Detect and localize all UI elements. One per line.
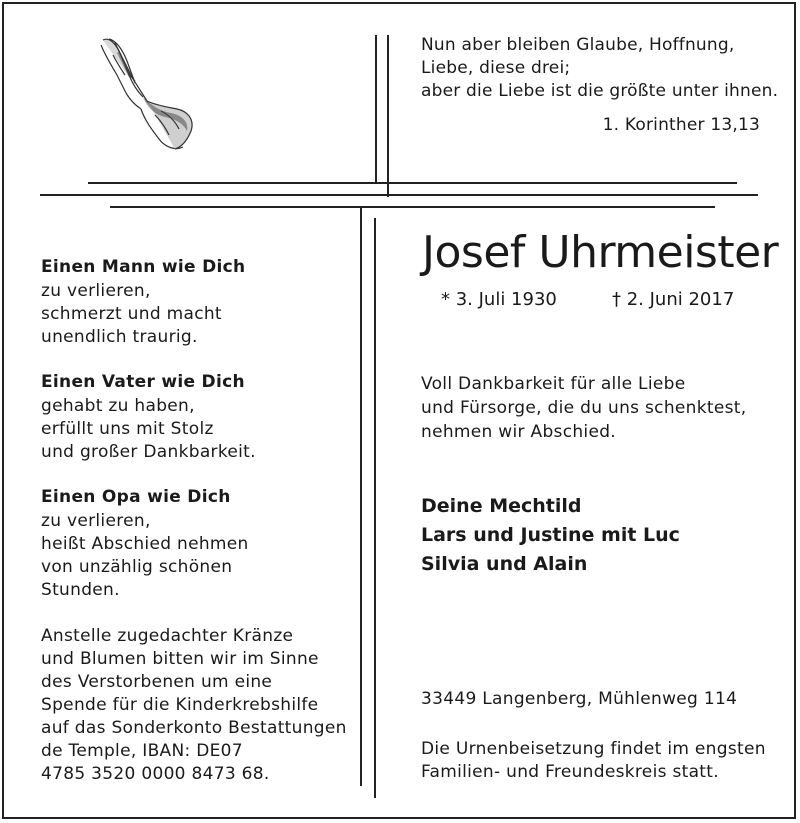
cross-vertical-lower-left	[360, 206, 362, 786]
stanza3-heading: Einen Opa wie Dich	[41, 487, 231, 507]
cross-vertical-lower-right	[374, 218, 376, 798]
donation-line-4: Spende für die Kinderkrebshilfe	[41, 695, 319, 715]
cross-vertical-right	[387, 35, 389, 197]
donation-line-6: de Temple, IBAN: DE07	[41, 741, 243, 761]
donation-line-5: auf das Sonderkonto Bestattungen	[41, 718, 347, 738]
stanza3-line-1: zu verlieren,	[41, 511, 151, 531]
donation-line-3: des Verstorbenen um eine	[41, 672, 273, 692]
cross-vertical-left	[375, 35, 377, 183]
thanks-line-1: Voll Dankbarkeit für alle Liebe	[421, 374, 686, 394]
family-line-3: Silvia und Alain	[421, 553, 588, 575]
address: 33449 Langenberg, Mühlenweg 114	[421, 689, 738, 709]
thanks-line-3: nehmen wir Abschied.	[421, 422, 617, 442]
thanks-line-2: und Fürsorge, die du uns schenktest,	[421, 398, 747, 418]
stanza3-line-3: von unzählig schönen	[41, 557, 233, 577]
stanza2-line-1: gehabt zu haben,	[41, 396, 195, 416]
donation-line-1: Anstelle zugedachter Kränze	[41, 626, 294, 646]
family-line-2: Lars und Justine mit Luc	[421, 524, 680, 546]
cross-horizontal-middle	[40, 194, 758, 196]
family-line-1: Deine Mechtild	[421, 495, 582, 517]
death-date: † 2. Juni 2017	[612, 289, 735, 310]
stanza2-line-3: und großer Dankbarkeit.	[41, 442, 256, 462]
birth-date: * 3. Juli 1930	[441, 289, 557, 310]
verse-line-3: aber die Liebe ist die größte unter ihnen.	[421, 81, 779, 101]
burial-line-2: Familien- und Freundeskreis statt.	[421, 762, 719, 782]
stanza1-line-1: zu verlieren,	[41, 281, 151, 301]
cross-horizontal-top	[88, 182, 737, 184]
stanza2-heading: Einen Vater wie Dich	[41, 372, 245, 392]
cross-horizontal-bottom	[110, 206, 715, 208]
verse-reference: 1. Korinther 13,13	[602, 115, 760, 135]
stanza3-line-2: heißt Abschied nehmen	[41, 534, 249, 554]
verse-line-2: Liebe, diese drei;	[421, 58, 571, 78]
stanza3-line-4: Stunden.	[41, 580, 120, 600]
verse-line-1: Nun aber bleiben Glaube, Hoffnung,	[421, 35, 735, 55]
stanza1-line-3: unendlich traurig.	[41, 327, 198, 347]
praying-hands-icon	[95, 35, 200, 153]
deceased-name: Josef Uhrmeister	[422, 227, 779, 278]
stanza1-heading: Einen Mann wie Dich	[41, 257, 246, 277]
donation-line-2: und Blumen bitten wir im Sinne	[41, 649, 319, 669]
stanza1-line-2: schmerzt und macht	[41, 304, 222, 324]
donation-line-7: 4785 3520 0000 8473 68.	[41, 764, 270, 784]
burial-line-1: Die Urnenbeisetzung findet im engsten	[421, 739, 766, 759]
stanza2-line-2: erfüllt uns mit Stolz	[41, 419, 214, 439]
